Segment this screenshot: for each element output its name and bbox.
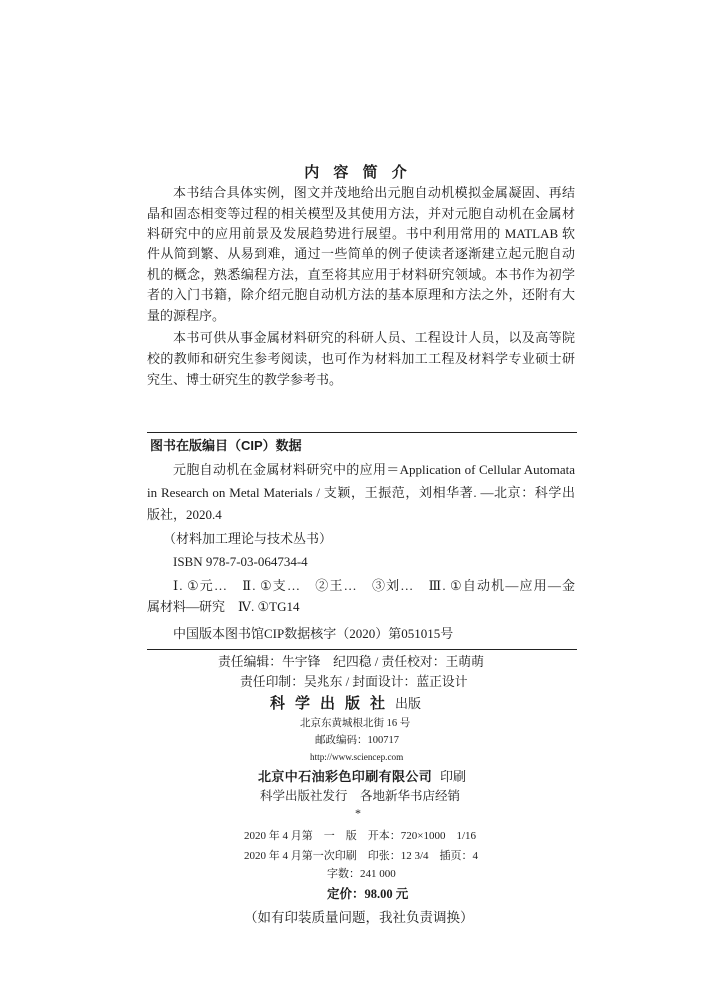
cip-title-line: 元胞自动机在金属材料研究中的应用＝Application of Cellular Automata (173, 462, 575, 477)
cip-top-rule (147, 432, 577, 433)
cip-isbn: ISBN 978-7-03-064734-4 (173, 554, 308, 569)
separator-asterisk: * (355, 806, 361, 820)
production-credit: 责任印制：吴兆东 / 封面设计：蓝正设计 (240, 675, 468, 689)
publisher-address: 北京东黄城根北街 16 号 (300, 718, 411, 729)
cip-classification: 属材料—研究 Ⅳ. ①TG14 (147, 599, 300, 614)
cip-classification: Ⅰ. ①元… Ⅱ. ①支… ②王… ③刘… Ⅲ. ①自动机—应用—金 (173, 578, 575, 593)
summary-paragraph-1-line: 量的源程序。 (147, 308, 226, 323)
editors-credit: 责任编辑：牛宇锋 纪四稳 / 责任校对：王萌萌 (218, 655, 484, 669)
publisher-website: http://www.sciencep.com (310, 752, 404, 762)
summary-paragraph-1-line: 晶和固态相变等过程的相关模型及其使用方法，并对元胞自动机在金属材 (147, 206, 575, 221)
summary-paragraph-1-line: 件从简到繁、从易到难，通过一些简单的例子使读者逐渐建立起元胞自动 (147, 246, 575, 261)
printing-sheets-line: 2020 年 4 月第一次印刷 印张：12 3/4 插页：4 (244, 850, 479, 862)
cip-record-number: 中国版本图书馆CIP数据核字（2020）第051015号 (173, 626, 454, 641)
quality-notice: （如有印装质量问题，我社负责调换） (244, 910, 474, 925)
publisher-name: 科学出版社 (270, 696, 396, 712)
cip-bottom-rule (147, 649, 577, 650)
summary-paragraph-1-line: 本书结合具体实例，图文并茂地给出元胞自动机模拟金属凝固、再结 (173, 185, 575, 200)
printer-name: 北京中石油彩色印刷有限公司 (258, 769, 433, 784)
summary-paragraph-1-line: 者的入门书籍，除介绍元胞自动机方法的基本原理和方法之外，还附有大 (147, 287, 575, 302)
printer-role: 印刷 (440, 769, 467, 784)
publisher-postcode: 邮政编码：100717 (315, 735, 399, 746)
summary-paragraph-2-line: 本书可供从事金属材料研究的科研人员、工程设计人员，以及高等院 (173, 330, 575, 345)
summary-paragraph-2-line: 校的教师和研究生参考阅读，也可作为材料加工工程及材料学专业硕士研 (147, 351, 575, 366)
summary-paragraph-1-line: 机的概念，熟悉编程方法，直至将其应用于材料研究领域。本书作为初学 (147, 267, 575, 282)
publisher-role: 出版 (395, 696, 422, 711)
distribution-line: 科学出版社发行 各地新华书店经销 (260, 789, 461, 803)
summary-title: 内 容 简 介 (304, 164, 412, 181)
cip-heading: 图书在版编目（CIP）数据 (150, 438, 302, 453)
cip-title-line: 版社，2020.4 (147, 507, 222, 522)
price: 定价：98.00 元 (327, 887, 409, 901)
summary-paragraph-2-line: 究生、博士研究生的教学参考书。 (147, 372, 343, 387)
word-count: 字数：241 000 (327, 868, 396, 880)
cip-series: （材料加工理论与技术丛书） (163, 531, 333, 546)
summary-paragraph-1-line: 料研究中的应用前景及发展趋势进行展望。书中利用常用的 MATLAB 软 (147, 226, 575, 241)
edition-format-line: 2020 年 4 月第 一 版 开本：720×1000 1/16 (244, 830, 477, 842)
cip-title-line: in Research on Metal Materials / 支颖，王振范，刘相华著. —北京：科学出 (147, 485, 575, 500)
